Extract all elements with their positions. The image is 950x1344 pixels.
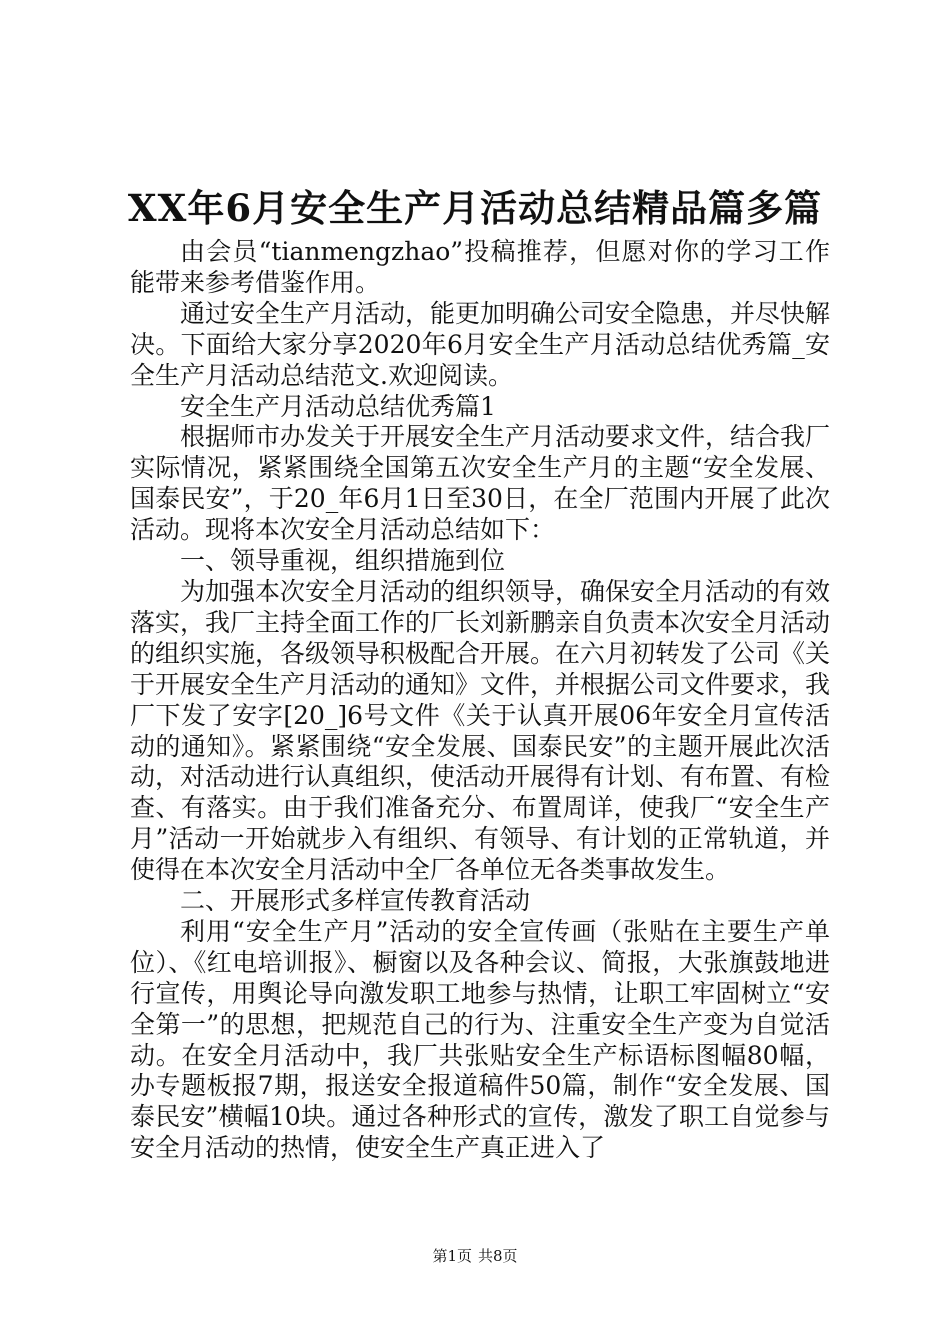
subsection-heading: 二、开展形式多样宣传教育活动 (180, 886, 531, 916)
body-paragraph: 为加强本次安全月活动的组织领导，确保安全月活动的有效落实，我厂主持全面工作的厂长刘新鹏亲自负责本次安全月活动的组织实施，各级领导积极配合开展。在六月初转发了公司《关于开展安全生产月活动的通知》文件，并根据公司文件要求，我厂下发了安字[20_]6号文件《关于认真开展06年安全月宣传活动的通知》。紧紧围绕“安全发展、国泰民安”的主题开展此次活动，对活动进行认真组织，使活动开展得有计划、有布置、有检查、有落实。由于我们准备充分、布置周详，使我厂“安全生产月”活动一开始就步入有组织、有领导、有计划的正常轨道，并使得在本次安全月活动中全厂各单位无各类事故发生。 (130, 576, 831, 885)
document-body (130, 237, 830, 1164)
intro-paragraph: 由会员“tianmengzhao”投稿推荐，但愿对你的学习工作能带来参考借鉴作用。 (130, 237, 830, 297)
section-heading: 安全生产月活动总结优秀篇1 (180, 391, 496, 421)
body-paragraph: 根据师市办发关于开展安全生产月活动要求文件，结合我厂实际情况，紧紧围绕全国第五次安全生产月的主题“安全发展、国泰民安”，于20_年6月1日至30日，在全厂范围内开展了此次活动。现将本次安全月活动总结如下： (130, 422, 831, 545)
page-footer (0, 1246, 950, 1266)
subsection-heading: 一、领导重视，组织措施到位 (180, 546, 506, 576)
body-paragraph: 利用“安全生产月”活动的安全宣传画（张贴在主要生产单位）、《红电培训报》、橱窗以及各种会议、简报，大张旗鼓地进行宣传，用舆论导向激发职工地参与热情，让职工牢固树立“安全第一”的思想，把规范自己的行为、注重安全生产变为自觉活动。在安全月活动中，我厂共张贴安全生产标语标图幅80幅，办专题板报7期，报送安全报道稿件50篇，制作“安全发展、国泰民安”横幅10块。通过各种形式的宣传，激发了职工自觉参与安全月活动的热情，使安全生产真正进入了 (130, 916, 830, 1163)
page-number: 第1页 (432, 1247, 472, 1265)
page-total: 共8页 (478, 1247, 518, 1265)
summary-paragraph: 通过安全生产月活动，能更加明确公司安全隐患，并尽快解决。下面给大家分享2020年6月安全生产月活动总结优秀篇_安全生产月活动总结范文.欢迎阅读。 (130, 298, 831, 390)
document-title: XX年6月安全生产月活动总结精品篇多篇 (127, 186, 823, 230)
